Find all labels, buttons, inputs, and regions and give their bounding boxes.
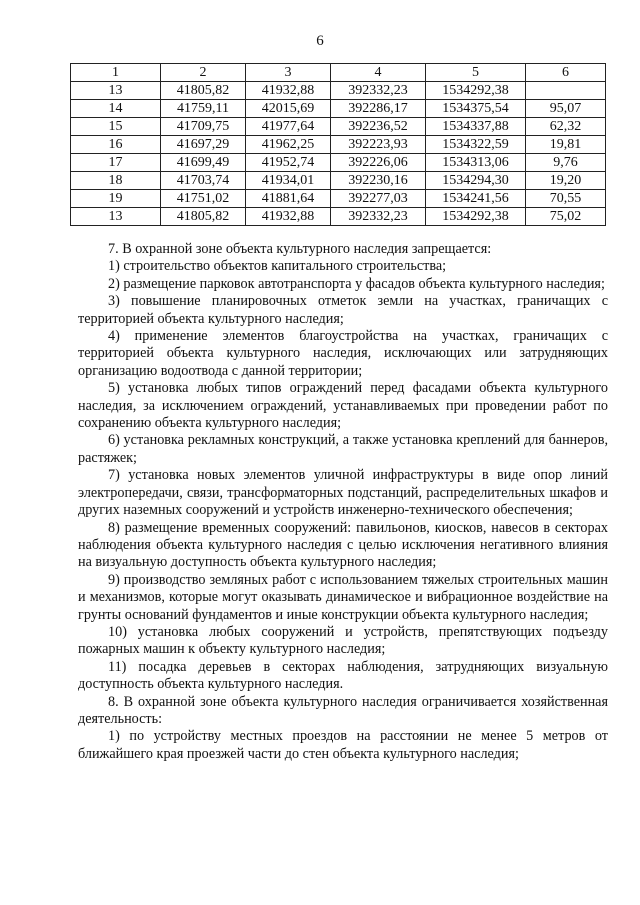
table-cell: 13 — [71, 82, 161, 100]
list-item: 11) посадка деревьев в секторах наблюдения, затрудняющих визуальную доступность объекта культурного наследия. — [78, 658, 608, 693]
list-item: 5) установка любых типов ограждений перед фасадами объекта культурного наследия, за исключением ограждений, устанавливаемых при проведении работ по сохранению объекта культурного наследия; — [78, 380, 608, 432]
list-item: 2) размещение парковок автотранспорта у фасадов объекта культурного наследия; — [108, 275, 605, 292]
list-item: 10) установка любых сооружений и устройств, препятствующих подъезду пожарных машин к объекту культурного наследия; — [78, 623, 608, 658]
table-header-cell: 6 — [526, 64, 606, 82]
table-cell: 41697,29 — [161, 136, 246, 154]
table-cell: 16 — [71, 136, 161, 154]
table-row — [71, 100, 606, 118]
section-heading-7: 7. В охранной зоне объекта культурного наследия запрещается: — [108, 241, 492, 257]
table-row — [71, 190, 606, 208]
table-cell: 41759,11 — [161, 100, 246, 118]
table-cell: 41805,82 — [161, 82, 246, 100]
table-cell: 41932,88 — [246, 208, 331, 226]
list-item: 3) повышение планировочных отметок земли на участках, граничащих с территорией объекта культурного наследия; — [78, 293, 608, 327]
table-cell: 1534294,30 — [426, 172, 526, 190]
table-cell: 1534313,06 — [426, 154, 526, 172]
table-cell: 13 — [71, 208, 161, 226]
table-cell: 15 — [71, 118, 161, 136]
list-item: 1) по устройству местных проездов на расстоянии не менее 5 метров от ближайшего края проезжей части до стен объекта культурного наследия; — [78, 728, 608, 762]
table-cell: 41699,49 — [161, 154, 246, 172]
table-cell: 392223,93 — [331, 136, 426, 154]
table-row — [71, 154, 606, 172]
table-cell: 392286,17 — [331, 100, 426, 118]
list-item: 9) производство земляных работ с использованием тяжелых строительных машин и механизмов, которые могут оказывать динамическое и вибрационное воздействие на грунты оснований фундаментов и иные конструкции объекта культурного наследия; — [78, 571, 608, 623]
table-row — [71, 82, 606, 100]
table-cell: 1534375,54 — [426, 100, 526, 118]
list-item: 4) применение элементов благоустройства на участках, граничащих с территорией объекта культурного наследия, исключающих или затрудняющих организацию водоотвода с данной территории; — [78, 328, 608, 379]
table-cell: 17 — [71, 154, 161, 172]
table-cell: 62,32 — [526, 118, 606, 136]
table-cell: 9,76 — [526, 154, 606, 172]
list-item: 8) размещение временных сооружений: павильонов, киосков, навесов в секторах наблюдения объекта культурного наследия с целью исключения негативного влияния на визуальную доступность объекта культурного наследия; — [78, 519, 608, 571]
table-cell: 392332,23 — [331, 82, 426, 100]
table-cell: 41751,02 — [161, 190, 246, 208]
document-body — [78, 241, 608, 763]
table-row — [71, 118, 606, 136]
table-cell: 70,55 — [526, 190, 606, 208]
table-cell: 41977,64 — [246, 118, 331, 136]
page-number: 6 — [316, 33, 324, 49]
list-item: 6) установка рекламных конструкций, а также установка креплений для баннеров, растяжек; — [78, 432, 608, 466]
section-heading-8: 8. В охранной зоне объекта культурного наследия ограничивается хозяйственная деятельность: — [78, 693, 608, 727]
table-row — [71, 136, 606, 154]
table-cell: 41932,88 — [246, 82, 331, 100]
table-header-cell: 2 — [161, 64, 246, 82]
table-cell: 41962,25 — [246, 136, 331, 154]
table-cell: 392236,52 — [331, 118, 426, 136]
table-cell — [526, 82, 606, 100]
table-header-cell: 4 — [331, 64, 426, 82]
table-header-row — [71, 64, 606, 82]
table-cell: 19 — [71, 190, 161, 208]
table-cell: 42015,69 — [246, 100, 331, 118]
table-cell: 1534322,59 — [426, 136, 526, 154]
table-cell: 14 — [71, 100, 161, 118]
table-header-cell: 3 — [246, 64, 331, 82]
table-cell: 41805,82 — [161, 208, 246, 226]
table-cell: 392277,03 — [331, 190, 426, 208]
table-cell: 1534292,38 — [426, 208, 526, 226]
table-cell: 95,07 — [526, 100, 606, 118]
table-cell: 18 — [71, 172, 161, 190]
table-header-cell: 1 — [71, 64, 161, 82]
list-item: 1) строительство объектов капитального строительства; — [108, 258, 447, 275]
table-header-cell: 5 — [426, 64, 526, 82]
table-cell: 392230,16 — [331, 172, 426, 190]
table-cell: 75,02 — [526, 208, 606, 226]
table-cell: 41709,75 — [161, 118, 246, 136]
table-cell: 19,20 — [526, 172, 606, 190]
table-cell: 19,81 — [526, 136, 606, 154]
table-cell: 1534337,88 — [426, 118, 526, 136]
table-cell: 41703,74 — [161, 172, 246, 190]
table-cell: 392332,23 — [331, 208, 426, 226]
table-cell: 41952,74 — [246, 154, 331, 172]
table-cell: 41881,64 — [246, 190, 331, 208]
table-cell: 1534241,56 — [426, 190, 526, 208]
table-cell: 392226,06 — [331, 154, 426, 172]
table-cell: 41934,01 — [246, 172, 331, 190]
coordinates-table — [70, 63, 606, 226]
list-item: 7) установка новых элементов уличной инфраструктуры в виде опор линий электропередачи, связи, трансформаторных подстанций, распределительных шкафов и других наземных сооружений и устройств инженерно-технического обеспечения; — [78, 467, 608, 519]
table-cell: 1534292,38 — [426, 82, 526, 100]
table-row — [71, 208, 606, 226]
table-row — [71, 172, 606, 190]
